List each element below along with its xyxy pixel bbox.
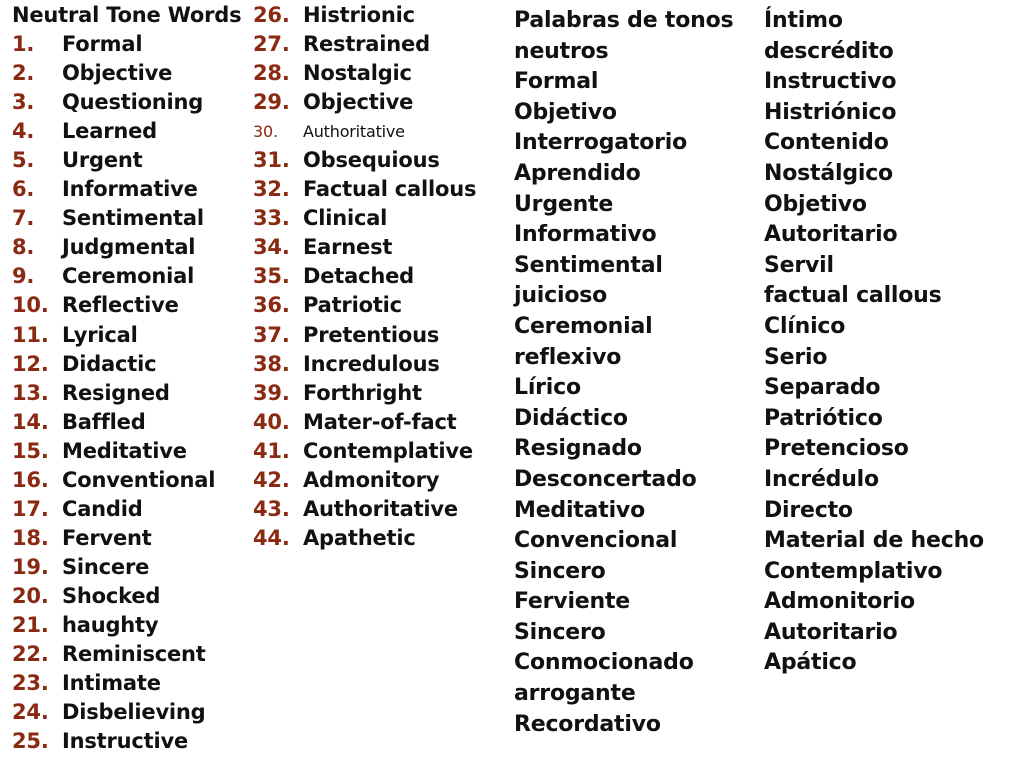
translation-item: Incrédulo: [764, 466, 879, 492]
translation-item: Directo: [764, 497, 853, 523]
list-item: [12, 204, 241, 233]
translation-item: Aprendido: [514, 160, 641, 186]
translation-item: Palabras de tonos: [514, 8, 734, 33]
list-item: [12, 321, 241, 350]
list-item-number: 29.: [253, 90, 290, 115]
list-item-number: 17.: [12, 496, 49, 521]
list-item: [253, 408, 476, 437]
list-item-word: Formal: [62, 32, 143, 57]
translation-item: Admonitorio: [764, 589, 915, 615]
list-item-word: Objective: [62, 61, 173, 86]
list-item-number: 34.: [253, 235, 290, 260]
list-item-word: Objective: [303, 90, 414, 115]
translation-item: Ferviente: [514, 589, 631, 615]
translation-item: neutros: [514, 38, 609, 64]
translation-item: Sincero: [514, 558, 606, 584]
list-item: [12, 30, 241, 59]
translation-item: Contemplativo: [764, 558, 943, 584]
list-item: [12, 233, 241, 262]
list-item: [253, 466, 476, 495]
list-item-number: 18.: [12, 525, 49, 550]
list-item-number: 25.: [12, 729, 49, 754]
list-item: [12, 291, 241, 320]
translation-item: Contenido: [764, 130, 889, 156]
list-item: [253, 437, 476, 466]
translation-item: Resignado: [514, 436, 642, 462]
list-item: [12, 524, 241, 553]
list-item-word: Clinical: [303, 206, 388, 231]
translation-item: Recordativo: [514, 711, 661, 737]
list-item: [253, 321, 476, 350]
list-item-word: Candid: [62, 496, 143, 521]
list-item: [253, 146, 476, 175]
list-item: [253, 175, 476, 204]
list-item-word: Restrained: [303, 32, 430, 57]
translation-item: Desconcertado: [514, 466, 697, 492]
translation-item: Interrogatorio: [514, 130, 688, 156]
list-item-word: Conventional: [62, 467, 216, 492]
list-item-word: Forthright: [303, 380, 422, 405]
list-item: [12, 408, 241, 437]
list-item: [253, 262, 476, 291]
list-item: [12, 640, 241, 669]
list-item-word: Resigned: [62, 380, 170, 405]
list-item-number: 32.: [253, 177, 290, 202]
list-item: [12, 611, 241, 640]
list-title: Neutral Tone Words: [12, 3, 242, 27]
list-item-number: 3.: [12, 90, 35, 115]
list-item: [12, 146, 241, 175]
list-item: [253, 59, 476, 88]
list-item-number: 12.: [12, 351, 49, 376]
list-item-word: Lyrical: [62, 322, 138, 347]
list-item: [12, 495, 241, 524]
translation-item: Sentimental: [514, 252, 663, 278]
translation-item: Separado: [764, 375, 881, 401]
list-item-number: 5.: [12, 148, 35, 173]
list-item-number: 36.: [253, 293, 290, 318]
list-item: [253, 495, 476, 524]
list-item-word: Ceremonial: [62, 264, 195, 289]
list-item-word: Shocked: [62, 583, 161, 608]
list-item-number: 33.: [253, 206, 290, 231]
list-item-word: Sincere: [62, 554, 150, 579]
list-item: [253, 524, 476, 553]
list-item-word: Obsequious: [303, 148, 440, 173]
list-item-word: Questioning: [62, 90, 204, 115]
list-item-number: 15.: [12, 438, 49, 463]
list-item-number: 6.: [12, 177, 35, 202]
list-item-number: 9.: [12, 264, 35, 289]
list-item-number: 37.: [253, 322, 290, 347]
list-item-word: Admonitory: [303, 467, 440, 492]
list-item: [12, 582, 241, 611]
list-item: [12, 698, 241, 727]
translation-item: Ceremonial: [514, 313, 653, 339]
list-item: [253, 291, 476, 320]
list-item: [12, 117, 241, 146]
list-item: [253, 1, 476, 30]
list-item: [253, 379, 476, 408]
list-item-word: Judgmental: [62, 235, 196, 260]
spanish-list-column-1: [514, 6, 733, 740]
translation-item: Nostálgico: [764, 160, 893, 186]
list-item-number: 39.: [253, 380, 290, 405]
list-item: [253, 88, 476, 117]
list-item-word: Fervent: [62, 525, 152, 550]
list-item-number: 4.: [12, 119, 35, 144]
list-item-word: Didactic: [62, 351, 157, 376]
list-item-word: Instructive: [62, 729, 189, 754]
translation-item: Didáctico: [514, 405, 628, 431]
list-item: [12, 437, 241, 466]
list-item-number: 8.: [12, 235, 35, 260]
list-item-number: 14.: [12, 409, 49, 434]
list-item: [12, 59, 241, 88]
translation-item: factual callous: [764, 283, 942, 309]
list-item-number: 44.: [253, 525, 290, 550]
list-item: [253, 233, 476, 262]
list-item: [12, 379, 241, 408]
list-item-number: 26.: [253, 3, 290, 27]
translation-item: Objetivo: [764, 191, 867, 217]
list-item-number: 24.: [12, 700, 49, 725]
translation-item: Convencional: [514, 528, 678, 554]
list-item-number: 42.: [253, 467, 290, 492]
list-item-word: Authoritative: [303, 496, 458, 521]
list-item: [253, 204, 476, 233]
translation-item: Servil: [764, 252, 834, 278]
list-item-word: Mater-of-fact: [303, 409, 457, 434]
list-item-word: Factual callous: [303, 177, 477, 202]
translation-item: Urgente: [514, 191, 614, 217]
list-item-number: 11.: [12, 322, 49, 347]
translation-item: Histriónico: [764, 99, 897, 125]
list-item: [12, 175, 241, 204]
list-item-word: Apathetic: [303, 525, 416, 550]
translation-item: Formal: [514, 69, 599, 95]
translation-item: arrogante: [514, 681, 636, 707]
list-item-number: 1.: [12, 32, 35, 57]
list-item-number: 30.: [253, 122, 278, 142]
translation-item: Apático: [764, 650, 857, 676]
list-item-word: Reminiscent: [62, 642, 206, 667]
list-item: [253, 350, 476, 379]
list-item-word: Learned: [62, 119, 157, 144]
list-item-number: 19.: [12, 554, 49, 579]
translation-item: descrédito: [764, 38, 894, 64]
list-item: [12, 88, 241, 117]
translation-item: reflexivo: [514, 344, 622, 370]
list-item: [12, 727, 241, 756]
list-item-number: 28.: [253, 61, 290, 86]
list-item: [12, 350, 241, 379]
list-item-word: Patriotic: [303, 293, 402, 318]
translation-item: Lírico: [514, 375, 581, 401]
translation-item: Autoritario: [764, 619, 898, 645]
list-item-word: Incredulous: [303, 351, 440, 376]
list-item-number: 23.: [12, 671, 49, 696]
list-item-number: 38.: [253, 351, 290, 376]
translation-item: Pretencioso: [764, 436, 909, 462]
list-item-word: Contemplative: [303, 438, 473, 463]
list-item-word: Informative: [62, 177, 198, 202]
list-item-word: Disbelieving: [62, 700, 206, 725]
list-item-number: 2.: [12, 61, 35, 86]
list-item-number: 21.: [12, 612, 49, 637]
translation-item: Clínico: [764, 313, 846, 339]
list-item-number: 13.: [12, 380, 49, 405]
translation-item: Conmocionado: [514, 650, 694, 676]
translation-item: Íntimo: [764, 8, 843, 33]
english-list-column-1: [12, 1, 241, 756]
list-item-word: haughty: [62, 612, 159, 637]
list-item-word: Detached: [303, 264, 414, 289]
spanish-list-column-2: [764, 6, 984, 679]
translation-item: Serio: [764, 344, 828, 370]
translation-item: Objetivo: [514, 99, 617, 125]
list-item-word: Authoritative: [303, 122, 405, 142]
list-item-number: 22.: [12, 642, 49, 667]
translation-item: Patriótico: [764, 405, 883, 431]
list-item-number: 20.: [12, 583, 49, 608]
translation-item: Meditativo: [514, 497, 645, 523]
list-item-word: Sentimental: [62, 206, 204, 231]
list-item-word: Urgent: [62, 148, 143, 173]
translation-item: Autoritario: [764, 222, 898, 248]
translation-item: Informativo: [514, 222, 657, 248]
list-item-number: 41.: [253, 438, 290, 463]
list-item-number: 31.: [253, 148, 290, 173]
list-item: [253, 30, 476, 59]
translation-item: juicioso: [514, 283, 608, 309]
list-item-number: 35.: [253, 264, 290, 289]
list-item-word: Intimate: [62, 671, 161, 696]
list-item-number: 27.: [253, 32, 290, 57]
list-item-number: 40.: [253, 409, 290, 434]
list-item: [12, 669, 241, 698]
list-item-word: Nostalgic: [303, 61, 412, 86]
list-item-word: Meditative: [62, 438, 187, 463]
list-item-number: 7.: [12, 206, 35, 231]
list-item-word: Baffled: [62, 409, 146, 434]
list-item: [12, 262, 241, 291]
list-item: [12, 553, 241, 582]
list-item-number: 16.: [12, 467, 49, 492]
list-item-number: 10.: [12, 293, 49, 318]
list-item-word: Reflective: [62, 293, 179, 318]
translation-item: Material de hecho: [764, 528, 984, 554]
list-item-word: Earnest: [303, 235, 393, 260]
translation-item: Instructivo: [764, 69, 897, 95]
list-item-number: 43.: [253, 496, 290, 521]
list-item-word: Histrionic: [303, 3, 415, 27]
translation-item: Sincero: [514, 619, 606, 645]
list-item: [12, 466, 241, 495]
list-item: [253, 117, 476, 146]
english-list-column-2: [253, 1, 476, 553]
list-item-word: Pretentious: [303, 322, 440, 347]
